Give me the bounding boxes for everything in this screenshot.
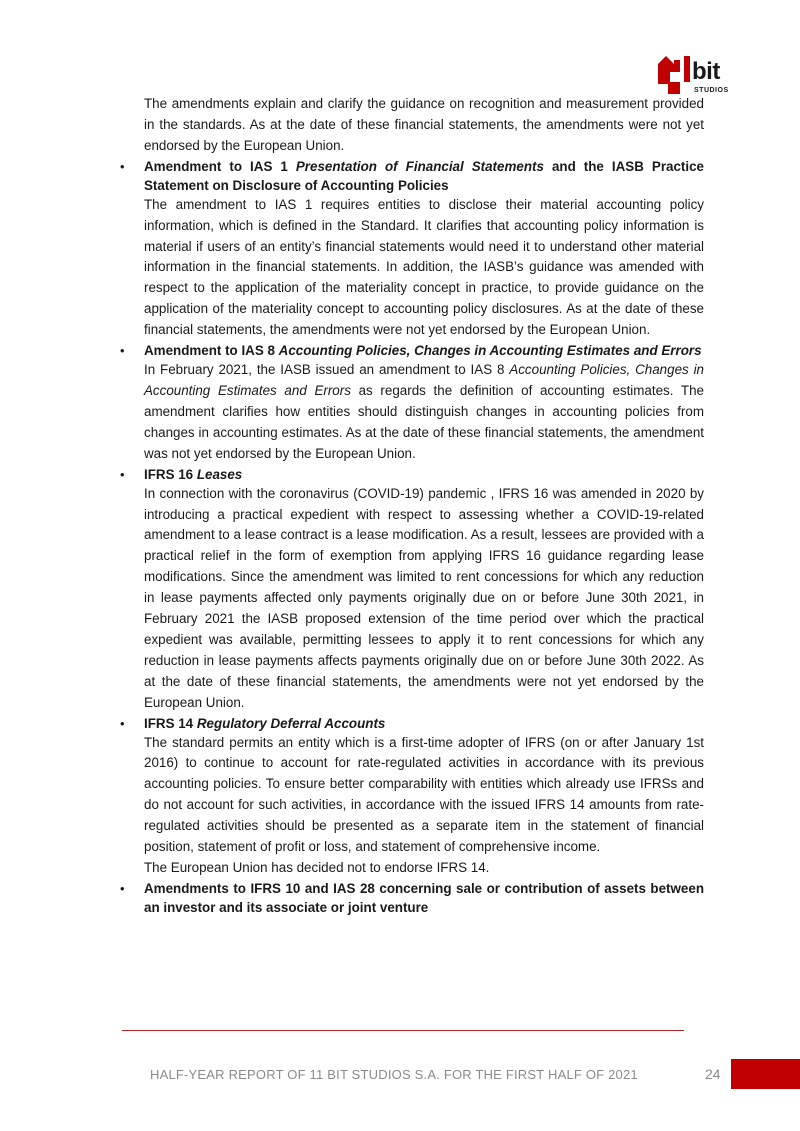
list-item	[120, 157, 704, 341]
footer-divider	[122, 1030, 684, 1031]
item-heading	[144, 157, 704, 195]
logo-text: bit	[692, 58, 720, 85]
list-item	[120, 879, 704, 917]
heading-italic: Leases	[196, 466, 243, 482]
footer-accent-block	[731, 1059, 800, 1089]
bullet-icon: •	[120, 466, 125, 482]
item-heading	[144, 714, 704, 733]
heading-italic: Accounting Policies, Changes in Accounting Estimates and Errors	[278, 343, 702, 359]
heading-part: and the IASB Practice Statement on Disclosure of Accounting Policies	[144, 158, 704, 193]
list-item	[120, 341, 704, 465]
item-body: The amendment to IAS 1 requires entities to disclose their material accounting policy information, which is defined in the Standard. It clarifies that accounting policy information is material if users of an entity’s financial statements would need it to understand other material information in the financial statements. In addition, the IASB’s guidance was amended with respect to the application of the materiality concept in practice, to provide guidance on the application of the materiality concept to accounting policy disclosures. As at the date of these financial statements, the amendments were not yet endorsed by the European Union.	[144, 196, 704, 338]
body-italic: Accounting Policies, Changes in Accounting Estimates and Errors	[144, 362, 704, 398]
item-body: The standard permits an entity which is a first-time adopter of IFRS (on or after January 1st 2016) to continue to account for rate-regulated activities in accordance with its previous accounting policies. To ensure better comparability with entities which already use IFRSs and do not account for such activities, in accordance with the issued IFRS 14 amounts from rate-regulated activities should be presented as a separate item in the statement of financial position, statement of profit or loss, and statement of comprehensive income.	[144, 734, 704, 855]
heading-italic: Presentation of Financial Statements	[295, 158, 544, 174]
bullet-icon: •	[120, 880, 125, 896]
list-item	[120, 465, 704, 714]
heading-part: Amendment to IAS 8	[144, 343, 279, 359]
logo-subtext: STUDIOS	[694, 87, 729, 94]
bullet-icon: •	[120, 715, 125, 731]
heading-part: Amendment to IAS 1	[144, 158, 296, 174]
heading-part: IFRS 16	[144, 466, 197, 482]
heading-italic: Regulatory Deferral Accounts	[196, 715, 386, 731]
body-part: In February 2021, the IASB issued an amendment to IAS 8	[144, 362, 510, 378]
intro-paragraph: The amendments explain and clarify the guidance on recognition and measurement provided in the standards. As at the date of these financial statements, the amendments were not yet endorsed by the European Union.	[144, 96, 704, 153]
page-number: 24	[705, 1066, 721, 1082]
footer-title: HALF-YEAR REPORT OF 11 BIT STUDIOS S.A. FOR THE FIRST HALF OF 2021	[150, 1067, 638, 1082]
heading-part: IFRS 14	[144, 715, 197, 731]
item-body	[144, 360, 704, 465]
item-heading	[144, 465, 704, 484]
body-part: as regards the definition of accounting estimates. The amendment clarifies how entities should distinguish changes in accounting policies from changes in accounting estimates. As at the date of these financial statements, the amendment was not yet endorsed by the European Union.	[144, 382, 704, 461]
item-heading: Amendments to IFRS 10 and IAS 28 concerning sale or contribution of assets between an investor and its associate or joint venture	[144, 880, 704, 915]
item-body-note: The European Union has decided not to endorse IFRS 14.	[144, 860, 490, 875]
document-body	[120, 94, 704, 917]
item-heading	[144, 341, 704, 360]
item-body: In connection with the coronavirus (COVID-19) pandemic , IFRS 16 was amended in 2020 by introducing a practical expedient with respect to assessing whether a COVID-19-related amendment to a lease contract is a lease modification. As a result, lessees are provided with a practical relief in the form of exemption from applying IFRS 16 guidance regarding lease modifications. Since the amendment was limited to rent concessions for which any reduction in lease payments affected only payments originally due on or before June 30th 2021, in February 2021 the IASB proposed extension of the time period over which the practical expedient was available, permitting lessees to apply it to rent concessions for which any reduction in lease payments affects payments originally due on or before June 30th 2022. As at the date of these financial statements, the amendments were not yet endorsed by the European Union.	[144, 485, 704, 710]
bullet-icon: •	[120, 158, 125, 174]
bullet-icon: •	[120, 343, 125, 359]
list-item	[120, 714, 704, 879]
